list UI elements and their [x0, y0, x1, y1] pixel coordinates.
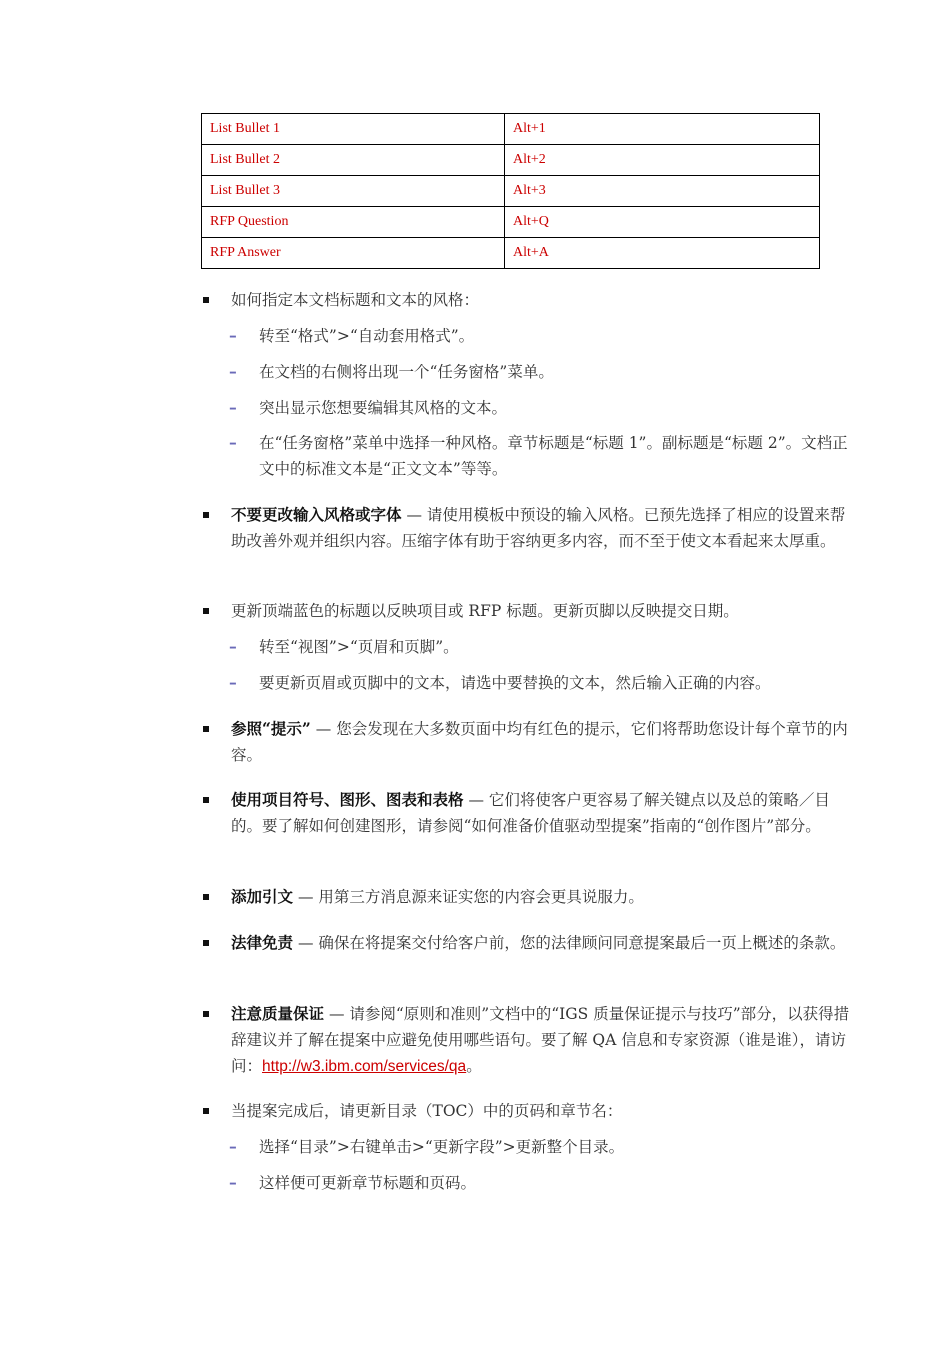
dash-bullet-icon: –	[229, 637, 237, 656]
sub-list-item-text: 在文档的右侧将出现一个“任务窗格”菜单。	[259, 363, 554, 381]
shortcut-key-cell: Alt+Q	[505, 207, 820, 238]
style-name-cell: List Bullet 1	[202, 114, 505, 145]
list-item	[231, 716, 856, 768]
table-row	[202, 176, 820, 207]
sub-list-item	[229, 359, 859, 385]
dash-bullet-icon: –	[229, 1137, 237, 1156]
style-name-cell: RFP Answer	[202, 238, 505, 269]
list-item	[231, 598, 856, 624]
sub-list-item	[229, 430, 849, 482]
list-item-text: — 请参阅“原则和准则”文档中的“IGS 质量保证提示与技巧”部分，以获得措辞建议并了解在提案中应避免使用哪些语句。要了解 QA 信息和专家资源（谁是谁），请访问：	[231, 1005, 850, 1075]
list-item-text: — 您会发现在大多数页面中均有红色的提示，它们将帮助您设计每个章节的内容。	[231, 720, 848, 764]
list-item-text: — 请使用模板中预设的输入风格。已预先选择了相应的设置来帮助改善外观并组织内容。压缩字体有助于容纳更多内容，而不至于使文本看起来太厚重。	[231, 506, 846, 550]
sub-list-item-text: 转至“格式”>“自动套用格式”。	[259, 327, 475, 345]
dash-bullet-icon: –	[229, 398, 237, 417]
square-bullet-icon	[203, 894, 209, 900]
shortcut-key-cell: Alt+3	[505, 176, 820, 207]
table-row	[202, 238, 820, 269]
list-item-text: 当提案完成后，请更新目录（TOC）中的页码和章节名：	[231, 1102, 623, 1120]
list-item-text: — 确保在将提案交付给客户前，您的法律顾问同意提案最后一页上概述的条款。	[293, 934, 846, 952]
list-item-text: 如何指定本文档标题和文本的风格：	[231, 291, 480, 309]
dash-bullet-icon: –	[229, 326, 237, 345]
list-item-heading: 添加引文	[231, 887, 294, 906]
list-item-text: 更新顶端蓝色的标题以反映项目或 RFP 标题。更新页脚以反映提交日期。	[231, 602, 739, 620]
sub-list-item	[229, 1134, 859, 1160]
style-name-cell: List Bullet 3	[202, 176, 505, 207]
list-item-heading: 注意质量保证	[231, 1004, 325, 1023]
dash-bullet-icon: –	[229, 673, 237, 692]
list-item-text: — 它们将使客户更容易了解关键点以及总的策略／目的。要了解如何创建图形，请参阅“如何准备价值驱动型提案”指南的“创作图片”部分。	[231, 791, 830, 835]
sub-list-item	[229, 670, 859, 696]
list-item-text: — 用第三方消息源来证实您的内容会更具说服力。	[293, 888, 644, 906]
sub-list-item	[229, 395, 859, 421]
square-bullet-icon	[203, 608, 209, 614]
shortcut-key-cell: Alt+2	[505, 145, 820, 176]
list-item-heading: 法律免责	[231, 933, 294, 952]
square-bullet-icon	[203, 1011, 209, 1017]
square-bullet-icon	[203, 297, 209, 303]
style-name-cell: RFP Question	[202, 207, 505, 238]
dash-bullet-icon: –	[229, 1173, 237, 1192]
sub-list-item	[229, 634, 859, 660]
list-item	[231, 1001, 856, 1080]
dash-bullet-icon: –	[229, 433, 237, 452]
style-shortcut-table	[201, 113, 820, 269]
square-bullet-icon	[203, 940, 209, 946]
table-row	[202, 145, 820, 176]
list-item-heading: 参照“提示”	[231, 719, 311, 738]
list-item-heading: 使用项目符号、图形、图表和表格	[231, 790, 464, 809]
sub-list-item	[229, 1170, 859, 1196]
shortcut-key-cell: Alt+A	[505, 238, 820, 269]
list-item	[231, 884, 856, 910]
list-item-heading: 不要更改输入风格或字体	[231, 505, 402, 524]
style-name-cell: List Bullet 2	[202, 145, 505, 176]
list-item	[231, 1098, 856, 1124]
sub-list-item-text: 要更新页眉或页脚中的文本，请选中要替换的文本，然后输入正确的内容。	[259, 674, 771, 692]
sub-list-item-text: 选择“目录”>右键单击>“更新字段”>更新整个目录。	[259, 1138, 625, 1156]
table-row	[202, 114, 820, 145]
list-item	[231, 502, 856, 554]
qa-link[interactable]: http://w3.ibm.com/services/qa	[262, 1058, 467, 1075]
sub-list-item-text: 转至“视图”>“页眉和页脚”。	[259, 638, 459, 656]
list-item	[231, 787, 856, 839]
list-item-text-end: 。	[466, 1057, 482, 1075]
list-item	[231, 287, 856, 313]
square-bullet-icon	[203, 726, 209, 732]
square-bullet-icon	[203, 1108, 209, 1114]
sub-list-item-text: 这样便可更新章节标题和页码。	[259, 1174, 477, 1192]
square-bullet-icon	[203, 797, 209, 803]
sub-list-item	[229, 323, 859, 349]
table-row	[202, 207, 820, 238]
sub-list-item-text: 在“任务窗格”菜单中选择一种风格。章节标题是“标题 1”。副标题是“标题 2”。文档正文中的标准文本是“正文文本”等等。	[259, 434, 848, 478]
square-bullet-icon	[203, 512, 209, 518]
shortcut-key-cell: Alt+1	[505, 114, 820, 145]
sub-list-item-text: 突出显示您想要编辑其风格的文本。	[259, 399, 508, 417]
dash-bullet-icon: –	[229, 362, 237, 381]
list-item	[231, 930, 856, 956]
